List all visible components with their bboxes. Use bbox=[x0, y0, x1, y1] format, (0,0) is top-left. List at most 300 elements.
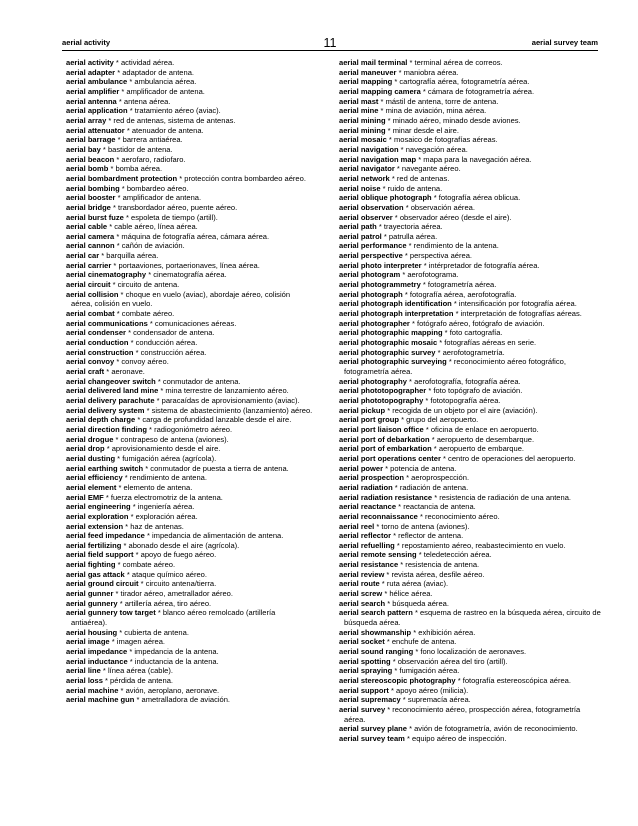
entry-term: aerial array bbox=[66, 115, 107, 125]
entry-definition: * cartografía aérea, fotogrametría aérea. bbox=[392, 77, 530, 87]
entry-definition: * reconocimiento aéreo. bbox=[417, 511, 500, 521]
dictionary-entry bbox=[66, 261, 313, 271]
entry-definition: * adaptador de antena. bbox=[115, 67, 194, 77]
entry-definition: * red de antenas, sistema de antenas. bbox=[106, 115, 236, 125]
dictionary-entry bbox=[339, 435, 601, 445]
entry-definition: * tirador aéreo, ametrallador aéreo. bbox=[113, 589, 233, 599]
dictionary-entry bbox=[339, 705, 601, 724]
entry-definition: * carga de profundidad lanzable desde el aire. bbox=[135, 415, 292, 425]
dictionary-entry bbox=[66, 68, 313, 78]
entry-definition: * contrapeso de antena (aviones). bbox=[113, 434, 229, 444]
right-column bbox=[339, 58, 601, 744]
dictionary-entry bbox=[66, 280, 313, 290]
entry-term: aerial pickup bbox=[339, 405, 386, 415]
entry-definition: * aeropuerto de embarque. bbox=[431, 444, 524, 454]
entry-term: aerial review bbox=[339, 569, 385, 579]
dictionary-entry bbox=[339, 444, 601, 454]
entry-definition: * pérdida de antena. bbox=[102, 676, 173, 685]
dictionary-entry bbox=[66, 328, 313, 338]
entry-definition: * foto topógrafo de aviación. bbox=[426, 386, 523, 396]
dictionary-entry bbox=[66, 87, 313, 97]
entry-definition: * barquilla aérea. bbox=[99, 251, 159, 261]
entry-definition: * espoleta de tiempo (artill). bbox=[123, 212, 218, 222]
entry-term: aerial observer bbox=[339, 212, 393, 222]
entry-definition: * intérpretador de fotografía aérea. bbox=[421, 260, 540, 270]
dictionary-entry bbox=[66, 203, 313, 213]
entry-definition: * aerofotografía, fotografía aérea. bbox=[406, 376, 521, 386]
entry-definition: * reactancia de antena. bbox=[396, 502, 476, 512]
dictionary-entry bbox=[339, 502, 601, 512]
dictionary-entry bbox=[66, 241, 313, 251]
entry-term: aerial patrol bbox=[339, 231, 382, 241]
entry-term: aerial craft bbox=[66, 367, 105, 376]
entry-definition: * centro de operaciones del aeropuerto. bbox=[440, 453, 576, 463]
entry-definition: * condensador de antena. bbox=[126, 328, 215, 338]
dictionary-entry bbox=[339, 599, 601, 609]
dictionary-entry bbox=[339, 666, 601, 676]
entry-definition: * aeropuerto de desembarque. bbox=[429, 434, 535, 444]
entry-term: aerial gas attack bbox=[66, 569, 125, 579]
entry-term: aerial socket bbox=[339, 637, 385, 647]
dictionary-entry bbox=[339, 541, 601, 551]
dictionary-entry bbox=[66, 502, 313, 512]
entry-definition: * resistencia de radiación de una antena. bbox=[432, 492, 571, 502]
entry-definition: * oficina de enlace en aeropuerto. bbox=[423, 424, 539, 434]
entry-term: aerial cannon bbox=[66, 241, 115, 251]
dictionary-entry bbox=[339, 203, 601, 213]
entry-definition: * perspectiva aérea. bbox=[402, 251, 473, 261]
entry-definition: * cinematografía aérea. bbox=[146, 270, 227, 280]
entry-term: aerial construction bbox=[66, 347, 134, 357]
entry-definition: * transbordador aéreo, puente aéreo. bbox=[110, 202, 238, 212]
dictionary-entry bbox=[339, 589, 601, 599]
entry-definition: * hélice aérea. bbox=[382, 589, 433, 599]
entry-term: aerial port of embarkation bbox=[339, 444, 432, 454]
entry-definition: * supremacía aérea. bbox=[400, 695, 471, 705]
dictionary-entry bbox=[339, 560, 601, 570]
entry-definition: * bastidor de antena. bbox=[100, 144, 173, 154]
dictionary-entry bbox=[66, 473, 313, 483]
entry-definition: * convoy aéreo. bbox=[114, 357, 169, 367]
dictionary-entry bbox=[66, 415, 313, 425]
entry-term: aerial cinematography bbox=[66, 270, 147, 280]
entry-term: aerial gunnery bbox=[66, 598, 118, 608]
entry-term: aerial bridge bbox=[66, 202, 111, 212]
dictionary-entry bbox=[339, 657, 601, 667]
entry-definition: * aeronave. bbox=[104, 367, 145, 376]
dictionary-entry bbox=[339, 522, 601, 532]
entry-definition: * bomba aérea. bbox=[108, 164, 163, 174]
dictionary-entry bbox=[66, 193, 313, 203]
entry-definition: * actividad aérea. bbox=[113, 58, 175, 67]
dictionary-entry bbox=[339, 454, 601, 464]
entry-definition: * radiogoniómetro aéreo. bbox=[146, 424, 233, 434]
entry-term: aerial perspective bbox=[339, 251, 403, 261]
entry-definition: * aerofotograma. bbox=[400, 270, 459, 280]
entry-definition: * barrera antiaérea. bbox=[115, 135, 183, 145]
entry-term: aerial booster bbox=[66, 193, 116, 203]
entry-term: aerial engineering bbox=[66, 502, 131, 512]
entry-definition: * mina terrestre de lanzamiento aéreo. bbox=[158, 386, 289, 396]
entry-definition: * observador aéreo (desde el aire). bbox=[392, 212, 512, 222]
entry-definition: * observación aérea. bbox=[403, 202, 475, 212]
dictionary-entry bbox=[339, 280, 601, 290]
entry-definition: * máquina de fotografía aérea, cámara aérea. bbox=[114, 231, 270, 241]
dictionary-entry bbox=[66, 550, 313, 560]
entry-term: aerial showmanship bbox=[339, 627, 412, 637]
entry-definition: * mosaico de fotografías aéreas. bbox=[386, 135, 498, 145]
entry-definition: * choque en vuelo (aviac), abordaje aéreo, colisión aérea, colisión en vuelo. bbox=[71, 289, 291, 309]
entry-term: aerial feed impedance bbox=[66, 531, 145, 541]
dictionary-entry bbox=[66, 338, 313, 348]
entry-definition: * reflector de antena. bbox=[391, 531, 464, 541]
page-number: 11 bbox=[323, 36, 337, 50]
dictionary-entry bbox=[339, 570, 601, 580]
entry-term: aerial activity bbox=[66, 58, 114, 67]
entry-definition: * haz de antenas. bbox=[123, 521, 184, 531]
dictionary-entry bbox=[339, 319, 601, 329]
entry-term: aerial phototopography bbox=[339, 395, 424, 405]
entry-definition: * línea aérea (cable). bbox=[100, 666, 173, 676]
dictionary-entry bbox=[66, 686, 313, 696]
dictionary-entry bbox=[66, 493, 313, 503]
entry-definition: * inductancia de la antena. bbox=[127, 656, 219, 666]
entry-definition: * intensificación por fotografía aérea. bbox=[451, 299, 577, 309]
entry-definition: * blanco aéreo remolcado (artillería antiaérea). bbox=[71, 608, 276, 628]
dictionary-entry bbox=[339, 222, 601, 232]
dictionary-entry bbox=[339, 126, 601, 136]
dictionary-entry bbox=[66, 164, 313, 174]
entry-definition: * potencia de antena. bbox=[383, 463, 457, 473]
entry-definition: * construcción aérea. bbox=[133, 347, 207, 357]
dictionary-entry bbox=[66, 58, 313, 68]
dictionary-entry bbox=[66, 97, 313, 107]
entry-definition: * apoyo de fuego aéreo. bbox=[133, 550, 217, 560]
entry-definition: * terminal aérea de correos. bbox=[407, 58, 503, 67]
dictionary-entry bbox=[66, 77, 313, 87]
dictionary-entry bbox=[339, 77, 601, 87]
entry-definition: * aeroprospección. bbox=[404, 473, 470, 483]
dictionary-entry bbox=[339, 473, 601, 483]
dictionary-entry bbox=[66, 695, 313, 705]
dictionary-entry bbox=[66, 406, 313, 416]
dictionary-entry bbox=[339, 647, 601, 657]
header-rule bbox=[62, 50, 598, 51]
dictionary-entry bbox=[66, 531, 313, 541]
entry-term: aerial drop bbox=[66, 444, 105, 454]
entry-term: aerial combat bbox=[66, 309, 115, 319]
entry-definition: * maniobra aérea. bbox=[396, 67, 459, 77]
entry-term: aerial fertilizing bbox=[66, 540, 122, 550]
entry-term: aerial survey bbox=[339, 704, 386, 714]
dictionary-entry bbox=[339, 406, 601, 416]
dictionary-entry bbox=[339, 290, 601, 300]
entry-term: aerial search pattern bbox=[339, 608, 413, 618]
dictionary-entry bbox=[339, 425, 601, 435]
entry-term: aerial photo interpreter bbox=[339, 260, 422, 270]
entry-term: aerial image bbox=[66, 637, 110, 647]
entry-term: aerial network bbox=[339, 173, 390, 183]
entry-term: aerial burst fuze bbox=[66, 212, 124, 222]
entry-definition: * artillería aérea, tiro aéreo. bbox=[117, 598, 212, 608]
entry-definition: * cable aéreo, línea aérea. bbox=[107, 222, 198, 232]
entry-term: aerial bomb bbox=[66, 164, 109, 174]
entry-term: aerial ambulance bbox=[66, 77, 128, 87]
dictionary-entry bbox=[339, 579, 601, 589]
entry-term: aerial carrier bbox=[66, 260, 112, 270]
entry-definition: * fono localización de aeronaves. bbox=[413, 647, 527, 657]
entry-term: aerial radiation bbox=[339, 482, 393, 492]
entry-term: aerial mosaic bbox=[339, 135, 387, 145]
dictionary-entry bbox=[339, 309, 601, 319]
entry-definition: * fototopografía aérea. bbox=[423, 395, 501, 405]
entry-definition: * portaaviones, portaerionaves, línea aérea. bbox=[111, 260, 260, 270]
entry-definition: * fumigación aérea (agrícola). bbox=[115, 453, 217, 463]
entry-definition: * elemento de antena. bbox=[116, 482, 193, 492]
entry-definition: * ametralladora de aviación. bbox=[134, 695, 231, 705]
entry-term: aerial port group bbox=[339, 415, 399, 425]
entry-definition: * comunicaciones aéreas. bbox=[147, 318, 237, 328]
entry-definition: * impedancia de la antena. bbox=[127, 647, 219, 657]
entry-term: aerial extension bbox=[66, 521, 124, 531]
entry-definition: * minado aéreo, minado desde aviones. bbox=[385, 115, 521, 125]
entry-term: aerial search bbox=[339, 598, 386, 608]
entry-term: aerial attenuator bbox=[66, 125, 125, 135]
entry-term: aerial field support bbox=[66, 550, 134, 560]
entry-term: aerial spotting bbox=[339, 656, 391, 666]
dictionary-entry bbox=[66, 126, 313, 136]
dictionary-entry bbox=[339, 493, 601, 503]
entry-term: aerial resistance bbox=[339, 560, 399, 570]
entry-definition: * esquema de rastreo en la búsqueda aérea, circuito de búsqueda aérea. bbox=[344, 608, 601, 628]
dictionary-entry bbox=[339, 338, 601, 348]
dictionary-entry bbox=[339, 251, 601, 261]
entry-definition: * reconocimiento aéreo fotográfico, fotogrametría aérea. bbox=[344, 357, 566, 376]
entry-definition: * sistema de abastecimiento (lanzamiento) aéreo. bbox=[144, 405, 313, 415]
entry-term: aerial changeover switch bbox=[66, 376, 156, 386]
entry-definition: * fotogrametría aérea. bbox=[420, 280, 497, 290]
dictionary-entry bbox=[66, 135, 313, 145]
entry-term: aerial screw bbox=[339, 589, 383, 599]
entry-definition: * ataque químico aéreo. bbox=[124, 569, 207, 579]
dictionary-entry bbox=[339, 637, 601, 647]
dictionary-entry bbox=[339, 695, 601, 705]
dictionary-entry bbox=[339, 106, 601, 116]
entry-term: aerial port liaison office bbox=[339, 424, 424, 434]
entry-term: aerial element bbox=[66, 482, 117, 492]
entry-term: aerial photograph bbox=[339, 289, 403, 299]
entry-term: aerial photogram bbox=[339, 270, 401, 280]
dictionary-entry bbox=[339, 386, 601, 396]
entry-term: aerial antenna bbox=[66, 96, 117, 106]
dictionary-entry bbox=[339, 184, 601, 194]
entry-term: aerial survey plane bbox=[339, 724, 407, 734]
entry-definition: * fotógrafo aéreo, fotógrafo de aviación. bbox=[409, 318, 545, 328]
entry-term: aerial stereoscopic photography bbox=[339, 676, 456, 685]
entry-term: aerial mapping camera bbox=[339, 86, 421, 96]
entry-term: aerial power bbox=[339, 463, 384, 473]
entry-definition: * torno de antena (aviones). bbox=[374, 521, 470, 531]
entry-definition: * imagen aérea. bbox=[109, 637, 166, 647]
entry-definition: * aerofaro, radiofaro. bbox=[114, 154, 186, 164]
entry-definition: * navegación aérea. bbox=[398, 144, 468, 154]
entry-definition: * fotografía aérea oblicua. bbox=[431, 193, 521, 203]
dictionary-entry bbox=[66, 425, 313, 435]
entry-term: aerial navigator bbox=[339, 164, 395, 174]
entry-term: aerial line bbox=[66, 666, 101, 676]
entry-definition: * radiación de antena. bbox=[392, 482, 469, 492]
entry-term: aerial collision bbox=[66, 289, 119, 299]
entry-definition: * paracaídas de aprovisionamiento (aviac). bbox=[154, 395, 300, 405]
entry-definition: * fotografías aéreas en serie. bbox=[437, 338, 537, 348]
dictionary-entry bbox=[339, 531, 601, 541]
entry-definition: * recogida de un objeto por el aire (aviación). bbox=[385, 405, 538, 415]
entry-term: aerial photographic mosaic bbox=[339, 338, 438, 348]
dictionary-entry bbox=[66, 290, 313, 309]
entry-term: aerial ground circuit bbox=[66, 579, 139, 589]
dictionary-entry bbox=[66, 599, 313, 609]
entry-definition: * atenuador de antena. bbox=[124, 125, 204, 135]
entry-term: aerial support bbox=[339, 685, 389, 695]
entry-definition: * protección contra bombardeo aéreo. bbox=[177, 173, 306, 183]
entry-definition: * grupo del aeropuerto. bbox=[398, 415, 479, 425]
entry-term: aerial beacon bbox=[66, 154, 115, 164]
entry-definition: * tratamiento aéreo (aviac). bbox=[127, 106, 221, 116]
dictionary-entry bbox=[66, 319, 313, 329]
entry-definition: * fotografía aérea, aerofotografía. bbox=[402, 289, 517, 299]
dictionary-entry bbox=[339, 135, 601, 145]
entry-term: aerial prospection bbox=[339, 473, 405, 483]
entry-term: aerial machine bbox=[66, 685, 119, 695]
dictionary-entry bbox=[339, 464, 601, 474]
dictionary-entry bbox=[66, 232, 313, 242]
dictionary-entry bbox=[66, 174, 313, 184]
entry-definition: * circuito antena/tierra. bbox=[138, 579, 217, 589]
dictionary-entry bbox=[66, 647, 313, 657]
entry-term: aerial mining bbox=[339, 125, 386, 135]
entry-term: aerial communications bbox=[66, 318, 148, 328]
entry-definition: * cañón de aviación. bbox=[114, 241, 185, 251]
entry-term: aerial photograph identification bbox=[339, 299, 452, 309]
dictionary-entry bbox=[66, 184, 313, 194]
entry-definition: * mapa para la navegación aérea. bbox=[416, 154, 532, 164]
entry-term: aerial cable bbox=[66, 222, 108, 232]
entry-term: aerial photography bbox=[339, 376, 407, 386]
entry-term: aerial sound ranging bbox=[339, 647, 414, 657]
dictionary-entry bbox=[66, 222, 313, 232]
entry-definition: * ruido de antena. bbox=[380, 183, 443, 193]
dictionary-entry bbox=[66, 589, 313, 599]
dictionary-entry bbox=[66, 309, 313, 319]
entry-term: aerial photographer bbox=[339, 318, 410, 328]
entry-definition: * exhibición aérea. bbox=[411, 627, 476, 637]
dictionary-entry bbox=[339, 58, 601, 68]
dictionary-entry bbox=[339, 724, 601, 734]
dictionary-entry bbox=[339, 97, 601, 107]
entry-term: aerial reactance bbox=[339, 502, 397, 512]
dictionary-entry bbox=[66, 270, 313, 280]
dictionary-entry bbox=[339, 628, 601, 638]
dictionary-entry bbox=[66, 106, 313, 116]
entry-definition: * conmutador de antena. bbox=[155, 376, 241, 386]
entry-term: aerial housing bbox=[66, 627, 118, 637]
entry-term: aerial bombing bbox=[66, 183, 120, 193]
dictionary-entry bbox=[339, 87, 601, 97]
entry-term: aerial route bbox=[339, 579, 380, 589]
entry-definition: * amplificador de antena. bbox=[115, 193, 202, 203]
entry-definition: * impedancia de alimentación de antena. bbox=[144, 531, 284, 541]
entry-term: aerial application bbox=[66, 106, 128, 116]
dictionary-entry bbox=[339, 116, 601, 126]
dictionary-entry bbox=[66, 348, 313, 358]
entry-term: aerial barrage bbox=[66, 135, 116, 145]
dictionary-entry bbox=[339, 396, 601, 406]
entry-definition: * repostamiento aéreo, reabastecimiento en vuelo. bbox=[394, 540, 566, 550]
header-last-entry: aerial survey team bbox=[531, 38, 598, 47]
dictionary-entry bbox=[339, 193, 601, 203]
entry-definition: * trayectoria aérea. bbox=[376, 222, 443, 232]
entry-term: aerial oblique photograph bbox=[339, 193, 432, 203]
dictionary-entry bbox=[339, 174, 601, 184]
dictionary-entry bbox=[66, 628, 313, 638]
entry-term: aerial mining bbox=[339, 115, 386, 125]
dictionary-entry bbox=[339, 512, 601, 522]
entry-term: aerial delivery parachute bbox=[66, 395, 155, 405]
entry-definition: * interpretación de fotografías aéreas. bbox=[453, 309, 582, 319]
entry-term: aerial car bbox=[66, 251, 100, 261]
dictionary-entry bbox=[66, 213, 313, 223]
dictionary-entry bbox=[339, 608, 601, 627]
dictionary-entry bbox=[339, 164, 601, 174]
entry-definition: * combate aéreo. bbox=[115, 560, 176, 570]
entry-term: aerial bay bbox=[66, 144, 101, 154]
left-column bbox=[66, 58, 313, 705]
entry-definition: * mástil de antena, torre de antena. bbox=[378, 96, 499, 106]
dictionary-entry bbox=[66, 522, 313, 532]
entry-term: aerial refuelling bbox=[339, 540, 395, 550]
dictionary-entry bbox=[66, 435, 313, 445]
entry-term: aerial path bbox=[339, 222, 377, 232]
entry-definition: * avión, aeroplano, aeronave. bbox=[118, 685, 220, 695]
header-first-entry: aerial activity bbox=[62, 38, 111, 47]
entry-definition: * aerofotogrametría. bbox=[435, 347, 505, 357]
dictionary-entry bbox=[66, 666, 313, 676]
entry-term: aerial delivery system bbox=[66, 405, 145, 415]
entry-definition: * antena aérea. bbox=[116, 96, 171, 106]
entry-term: aerial port of debarkation bbox=[339, 434, 430, 444]
entry-term: aerial gunnery tow target bbox=[66, 608, 156, 618]
entry-term: aerial photogrammetry bbox=[339, 280, 421, 290]
entry-definition: * aprovisionamiento desde el aire. bbox=[104, 444, 221, 454]
entry-term: aerial depth charge bbox=[66, 415, 136, 425]
entry-definition: * ambulancia aérea. bbox=[127, 77, 197, 87]
dictionary-entry bbox=[339, 145, 601, 155]
dictionary-entry bbox=[66, 676, 313, 686]
entry-definition: * foto cartografía. bbox=[442, 328, 503, 338]
entry-term: aerial photograph interpretation bbox=[339, 309, 454, 319]
entry-term: aerial mapping bbox=[339, 77, 393, 87]
entry-definition: * red de antenas. bbox=[389, 173, 450, 183]
entry-definition: * conmutador de puesta a tierra de antena. bbox=[143, 463, 289, 473]
entry-term: aerial impedance bbox=[66, 647, 128, 657]
entry-definition: * fotografía estereoscópica aérea. bbox=[455, 676, 571, 685]
entry-definition: * observación aérea del tiro (artill). bbox=[390, 656, 508, 666]
dictionary-entry bbox=[66, 155, 313, 165]
dictionary-entry bbox=[66, 454, 313, 464]
dictionary-entry bbox=[339, 676, 601, 686]
entry-term: aerial navigation map bbox=[339, 154, 417, 164]
entry-definition: * amplificador de antena. bbox=[119, 86, 205, 96]
